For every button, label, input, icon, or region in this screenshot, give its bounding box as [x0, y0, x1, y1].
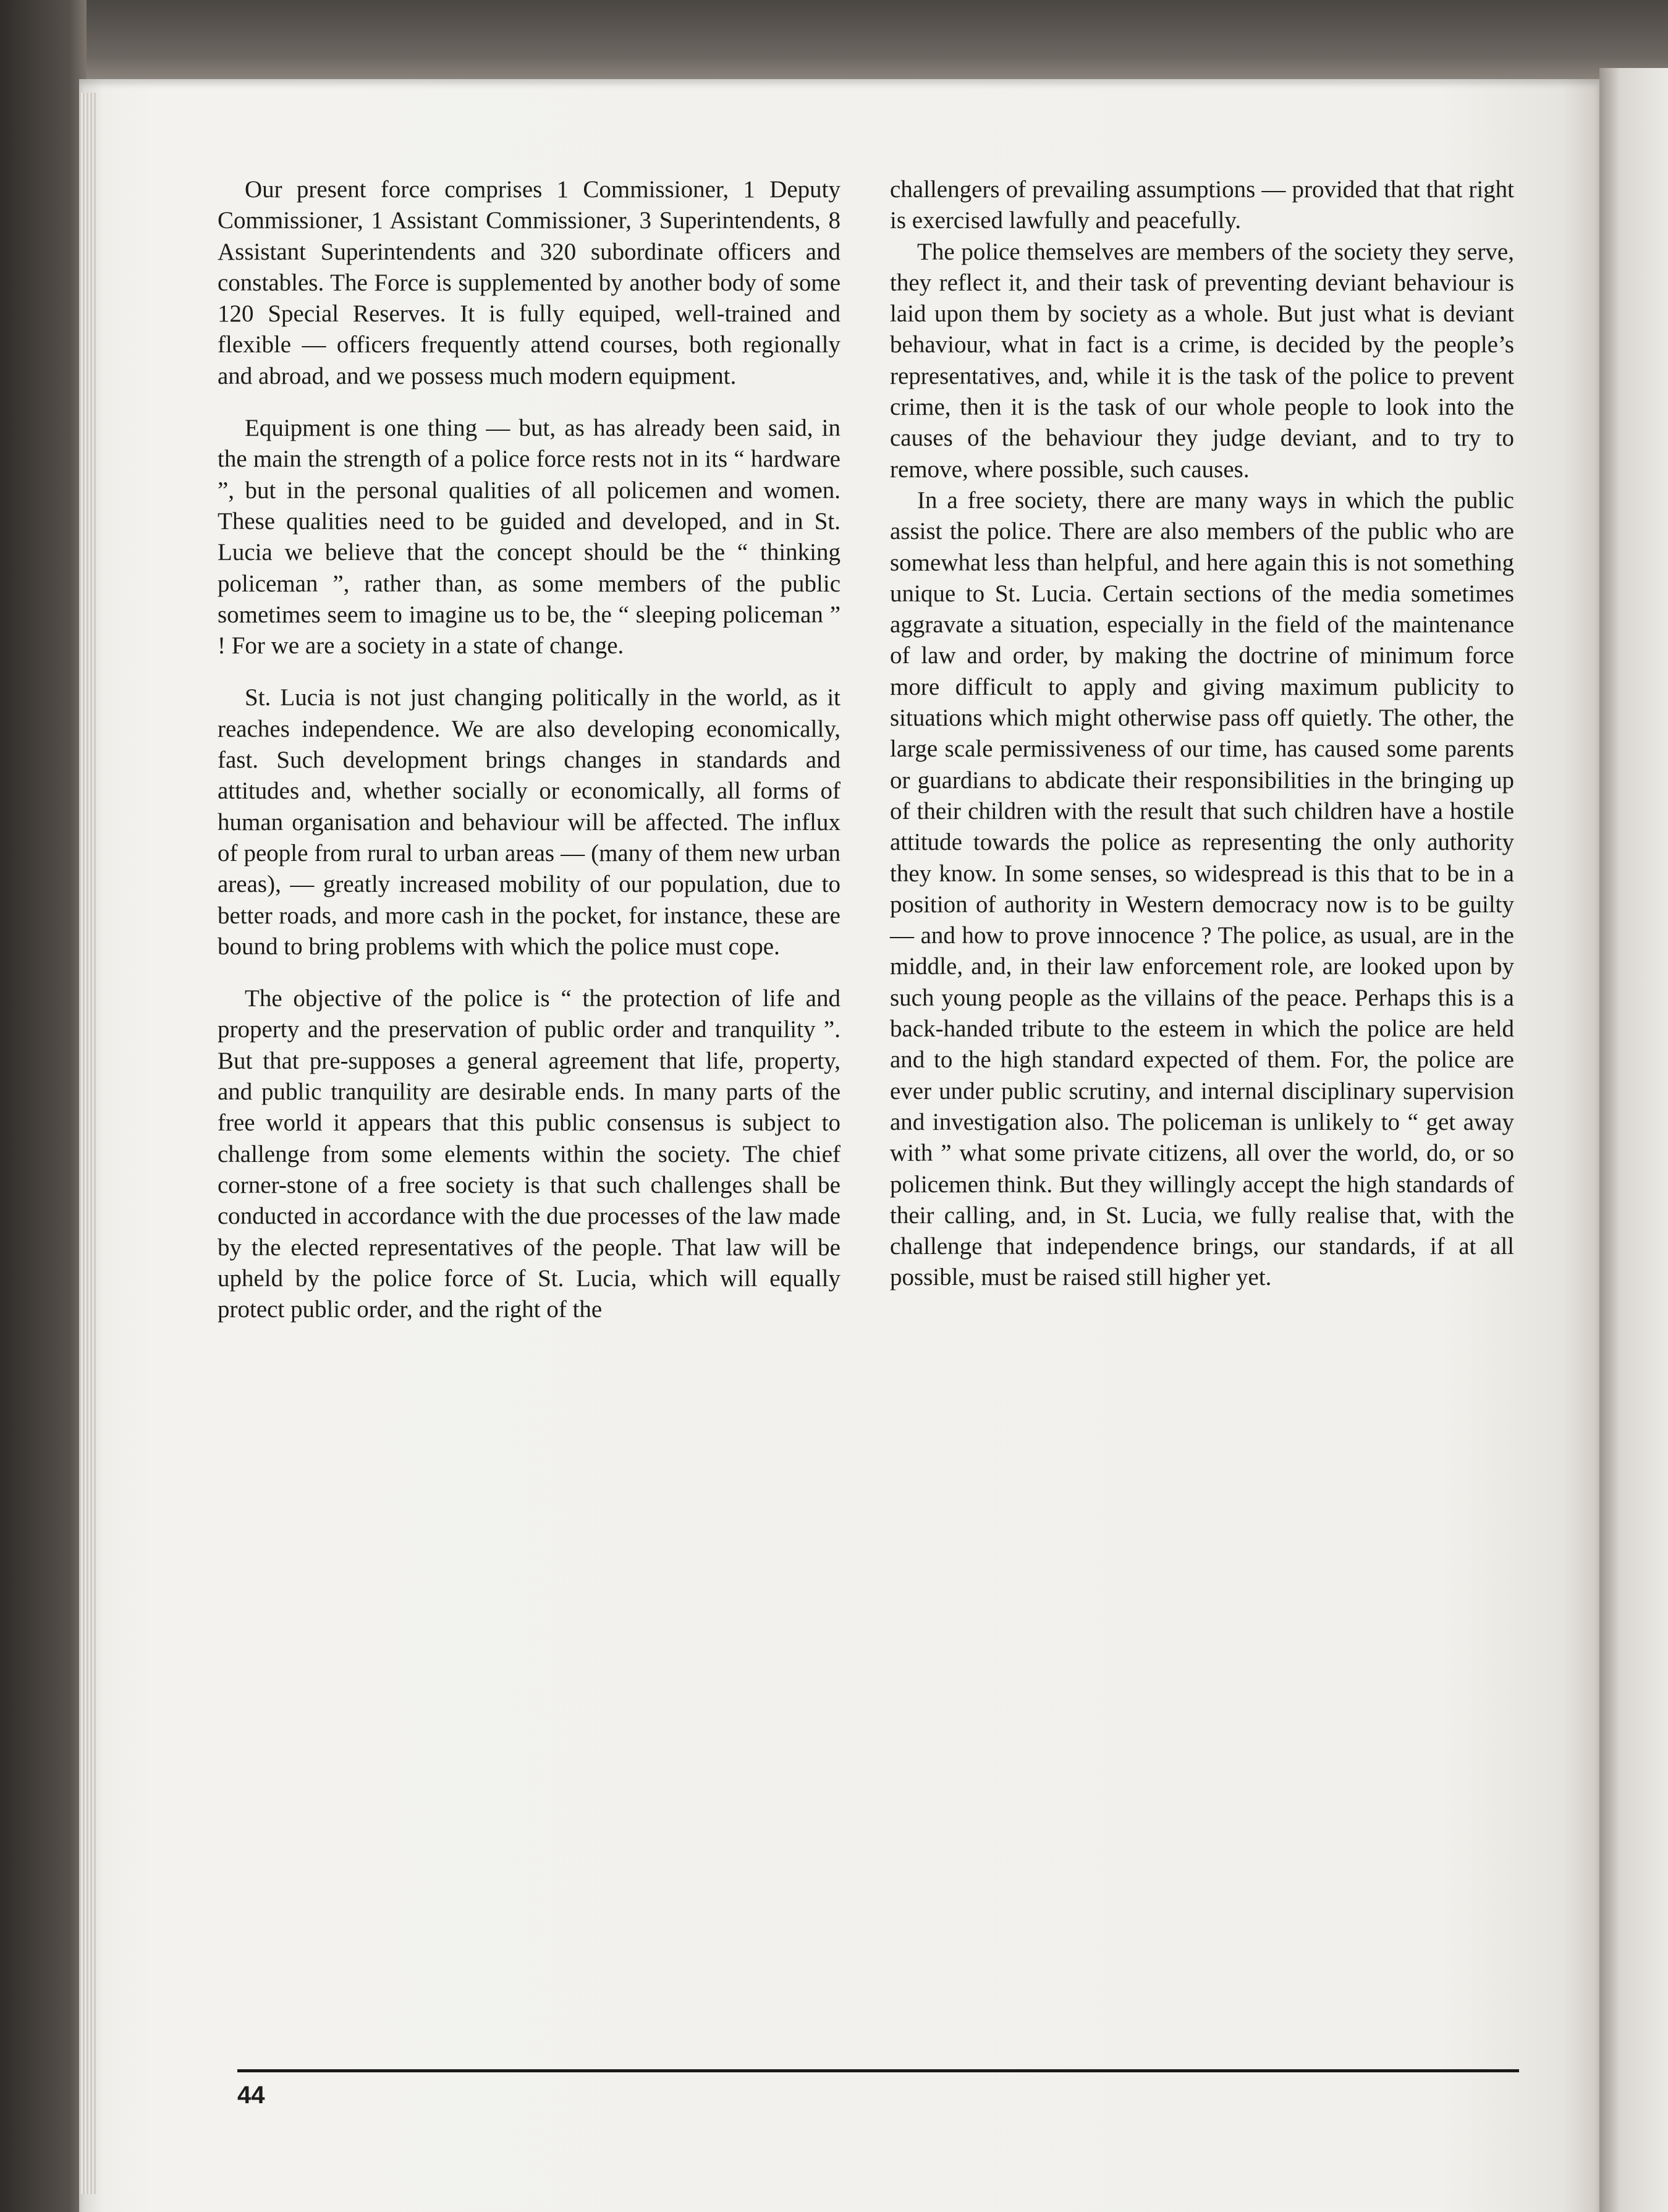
right-text-column: [890, 174, 1514, 1294]
footer-rule: [237, 2069, 1519, 2072]
page-stack-edge: [79, 93, 98, 2194]
left-text-column: [218, 174, 840, 1325]
paragraph: St. Lucia is not just changing politically in the world, as it reaches independence. We are also developing economically, fast. Such development brings changes in standards and attitudes and, whether socially or economically, all forms of human organisation and behaviour will be affected. The influx of people from rural to urban areas — (many of them new urban areas), — greatly increased mobility of our population, due to better roads, and more cash in the pocket, for instance, these are bound to bring problems with which the police must cope.: [218, 684, 840, 960]
paragraph: In a free society, there are many ways in which the public assist the police. There are also members of the public who are somewhat less than helpful, and here again this is not something unique to St. Lucia. Certain sections of the media sometimes aggravate a situation, especially in the field of the maintenance of law and order, by making the doctrine of minimum force more difficult to apply and giving maximum publicity to situations which might otherwise pass off quietly. The other, the large scale permissiveness of our time, has caused some parents or guardians to abdicate their responsibilities in the bringing up of their children with the result that such children have a hostile attitude towards the police as representing the only authority they know. In some senses, so widespread is this that to be in a position of authority in Western democracy now is to be guilty — and how to prove innocence ? The police, as usual, are in the middle, and, in their law enforcement role, are looked upon by such young people as the villains of the peace. Perhaps this is a back-handed tribute to the esteem in which the police are held and to the high standard expected of them. For, the police are ever under public scrutiny, and internal disciplinary supervision and investigation also. The policeman is unlikely to “ get away with ” what some private citizens, all over the world, do, or so policemen think. But they willingly accept the high standards of their calling, and, in St. Lucia, we fully realise that, with the challenge that independence brings, our standards, if at all possible, must be raised still higher yet.: [890, 486, 1514, 1291]
facing-page-edge: [1599, 68, 1668, 2212]
scan-background-top: [0, 0, 1668, 80]
paragraph: The objective of the police is “ the protection of life and property and the preservation of public order and tranquility ”. But that pre-supposes a general agreement that life, property, and public tranquility are desirable ends. In many parts of the free world it appears that this public consensus is subject to challenge from some elements within the society. The chief corner-stone of a free society is that such challenges shall be conducted in accordance with the due processes of the law made by the elected representatives of the people. That law will be upheld by the police force of St. Lucia, which will equally protect public order, and the right of the: [218, 985, 840, 1323]
paragraph: Our present force comprises 1 Commissioner, 1 Deputy Commissioner, 1 Assistant Commissioner, 3 Superintendents, 8 Assistant Superintendents and 320 subordinate officers and constables. The Force is supplemented by another body of some 120 Special Reserves. It is fully equiped, well-trained and flexible — officers frequently attend courses, both regionally and abroad, and we possess much modern equipment.: [218, 176, 840, 389]
paragraph: The police themselves are members of the society they serve, they reflect it, and their task of preventing deviant behaviour is laid upon them by society as a whole. But just what is deviant behaviour, what in fact is a crime, is decided by the people’s representatives, and, while it is the task of the police to prevent crime, then it is the task of our whole people to look into the causes of the behaviour they judge deviant, and to try to remove, where possible, such causes.: [890, 238, 1514, 483]
scan-background-left: [0, 0, 87, 2212]
page-number: 44: [237, 2082, 265, 2109]
paragraph: challengers of prevailing assumptions — provided that that right is exercised lawfully and peacefully.: [890, 176, 1514, 234]
paragraph: Equipment is one thing — but, as has already been said, in the main the strength of a police force rests not in its “ hardware ”, but in the personal qualities of all policemen and women. These qualities need to be guided and developed, and in St. Lucia we believe that the concept should be the “ thinking policeman ”, rather than, as some members of the public sometimes seem to imagine us to be, the “ sleeping policeman ” ! For we are a society in a state of change.: [218, 415, 840, 659]
